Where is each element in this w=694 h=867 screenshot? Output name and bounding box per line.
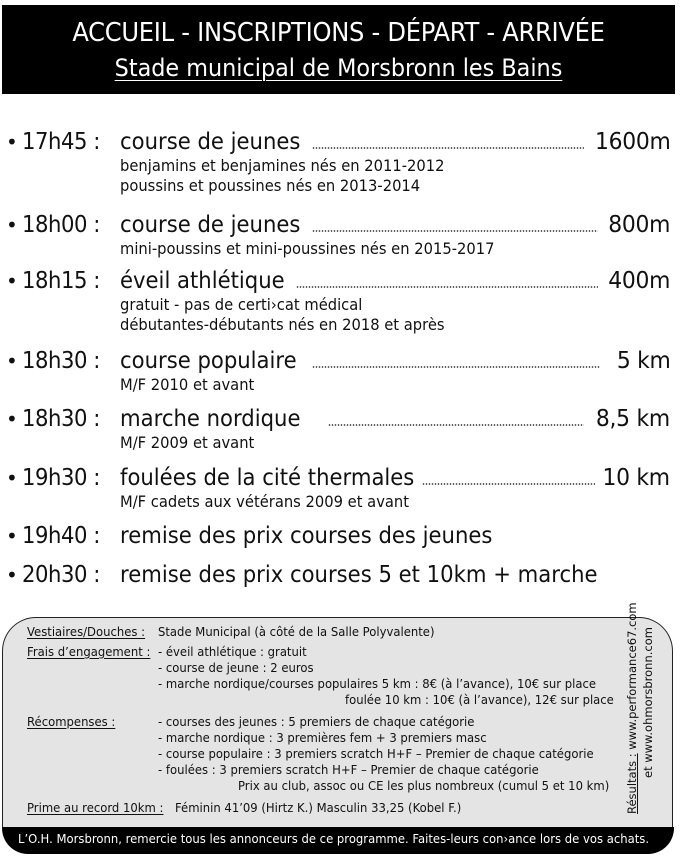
resultats-url-2[interactable]: et www.ohmorsbronn.com — [641, 627, 655, 778]
schedule-entry — [0, 127, 694, 195]
bullet-icon: • — [6, 213, 18, 237]
schedule-distance: 8,5 km — [596, 406, 670, 432]
frais-row — [27, 644, 150, 660]
frais-line: - éveil athlétique : gratuit — [158, 644, 307, 659]
recompenses-line: - foulées : 3 premiers scratch H+F – Premier de chaque catégorie — [158, 762, 539, 777]
footer-text: L’O.H. Morsbronn, remercie tous les annonceurs de ce programme. Faites-leurs con›ance lors de vos achats. — [18, 831, 650, 846]
frais-line: - course de jeune : 2 euros — [158, 660, 314, 675]
prime-row — [27, 800, 163, 816]
schedule-label: foulées de la cité thermales — [120, 465, 415, 491]
schedule-label: remise des prix courses 5 et 10km + marche — [120, 562, 598, 588]
schedule-detail: M/F 2010 et avant — [120, 375, 255, 394]
frais-line: - marche nordique/courses populaires 5 km : 8€ (à l’avance), 10€ sur place — [158, 676, 597, 691]
vestiaires-key: Vestiaires/Douches : — [27, 624, 146, 639]
schedule-entry-main — [0, 463, 694, 493]
header-banner — [2, 5, 675, 94]
schedule-detail: gratuit - pas de certi›cat médical — [120, 295, 363, 314]
schedule-entry — [0, 560, 694, 590]
dot-leader — [328, 424, 584, 426]
bullet-icon: • — [6, 269, 18, 293]
schedule-entry — [0, 521, 694, 551]
schedule-distance: 400m — [608, 268, 670, 294]
schedule-entry-main — [0, 346, 694, 376]
schedule-entry — [0, 266, 694, 334]
bullet-icon: • — [6, 563, 18, 587]
schedule-entry — [0, 463, 694, 511]
schedule-distance: 5 km — [616, 348, 670, 374]
schedule-entry-main — [0, 560, 694, 590]
recompenses-line: - course populaire : 3 premiers scratch H+F – Premier de chaque catégorie — [158, 746, 594, 761]
prime-value: Féminin 41’09 (Hirtz K.) Masculin 33,25 (Kobel F.) — [175, 800, 462, 815]
resultats-line1 — [625, 602, 639, 814]
schedule-time: 20h30 : — [22, 562, 100, 588]
schedule-label: course de jeunes — [120, 129, 301, 155]
schedule-time: 19h30 : — [22, 465, 100, 491]
dot-leader — [312, 230, 598, 232]
schedule-time: 18h15 : — [22, 268, 100, 294]
frais-key: Frais d’engagement : — [27, 644, 151, 659]
schedule-distance: 10 km — [602, 465, 670, 491]
dot-leader — [296, 286, 598, 288]
dot-leader — [312, 366, 600, 368]
schedule-label: marche nordique — [120, 406, 301, 432]
footer-banner — [2, 827, 674, 854]
schedule-detail: M/F cadets aux vétérans 2009 et avant — [120, 492, 410, 511]
vestiaires-value: Stade Municipal (à côté de la Salle Polyvalente) — [158, 624, 435, 639]
schedule-label: remise des prix courses des jeunes — [120, 523, 493, 549]
dot-leader — [422, 483, 595, 485]
schedule-label: éveil athlétique — [120, 268, 285, 294]
schedule-detail: débutantes-débutants nés en 2018 et après — [120, 315, 445, 334]
schedule-time: 19h40 : — [22, 523, 100, 549]
schedule-entry — [0, 404, 694, 452]
bullet-icon: • — [6, 130, 18, 154]
schedule-detail: poussins et poussines nés en 2013-2014 — [120, 176, 421, 195]
schedule-entry — [0, 210, 694, 258]
schedule-time: 18h30 : — [22, 406, 100, 432]
bullet-icon: • — [6, 524, 18, 548]
schedule-entry-main — [0, 210, 694, 240]
schedule-detail: benjamins et benjamines nés en 2011-2012 — [120, 156, 445, 175]
schedule-entry-main — [0, 266, 694, 296]
schedule-label: course de jeunes — [120, 212, 301, 238]
recompenses-line: Prix au club, assoc ou CE les plus nombreux (cumul 5 et 10 km) — [238, 778, 610, 793]
schedule-detail: M/F 2009 et avant — [120, 433, 255, 452]
schedule-entry-main — [0, 404, 694, 434]
schedule-detail: mini-poussins et mini-poussines nés en 2015-2017 — [120, 239, 495, 258]
dot-leader — [312, 147, 584, 149]
recompenses-key: Récompenses : — [27, 714, 116, 729]
info-box — [2, 602, 673, 828]
schedule-time: 18h00 : — [22, 212, 100, 238]
schedule-entry-main — [0, 521, 694, 551]
bullet-icon: • — [6, 466, 18, 490]
page-subtitle: Stade municipal de Morsbronn les Bains — [114, 54, 563, 82]
recompenses-line: - marche nordique : 3 premières fem + 3 premiers masc — [158, 730, 487, 745]
recompenses-row — [27, 714, 115, 730]
schedule-entry — [0, 346, 694, 394]
resultats-key: Résultats : — [625, 753, 639, 814]
resultats-url-1[interactable]: www.performance67.com — [625, 602, 639, 750]
schedule-time: 18h30 : — [22, 348, 100, 374]
schedule-distance: 800m — [608, 212, 670, 238]
recompenses-line: - courses des jeunes : 5 premiers de chaque catégorie — [158, 714, 475, 729]
schedule-distance: 1600m — [594, 129, 670, 155]
bullet-icon: • — [6, 349, 18, 373]
prime-key: Prime au record 10km : — [27, 800, 164, 815]
schedule-time: 17h45 : — [22, 129, 100, 155]
page-title: ACCUEIL - INSCRIPTIONS - DÉPART - ARRIVÉE — [72, 18, 605, 48]
schedule-entry-main — [0, 127, 694, 157]
frais-line: foulée 10 km : 10€ (à l’avance), 12€ sur place — [345, 692, 614, 707]
schedule-label: course populaire — [120, 348, 297, 374]
bullet-icon: • — [6, 407, 18, 431]
vestiaires-row — [27, 624, 145, 640]
